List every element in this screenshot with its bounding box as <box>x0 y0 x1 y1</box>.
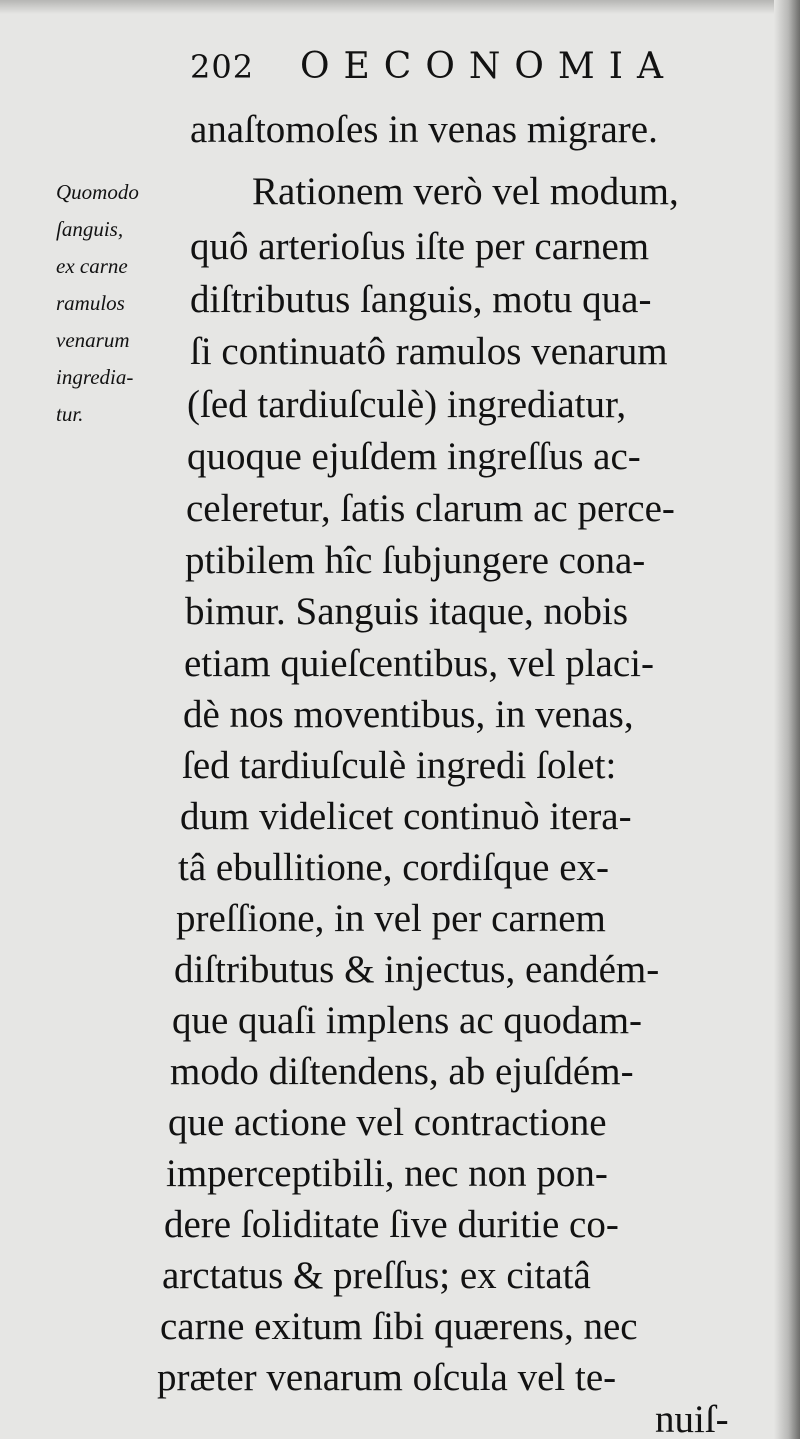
text-line: quô arterioſus iſte per carnem <box>190 225 650 268</box>
page-header <box>190 40 690 100</box>
page-gutter-shadow <box>774 0 800 1439</box>
text-line: quoque ejuſdem ingreſſus ac- <box>187 435 641 478</box>
text-line: dum videlicet continuò itera- <box>180 795 632 838</box>
text-line: preſſione, in vel per carnem <box>176 897 606 940</box>
page-top-shadow <box>0 0 800 14</box>
text-line: arctatus & preſſus; ex citatâ <box>162 1254 591 1297</box>
text-line: ſi continuatô ramulos venarum <box>190 330 668 373</box>
text-line: que quaſi implens ac quodam- <box>172 999 643 1042</box>
text-line: modo diſtendens, ab ejuſdém- <box>170 1050 634 1093</box>
margin-note-line: venarum <box>56 328 130 352</box>
text-line: carne exitum ſibi quærens, nec <box>160 1305 638 1348</box>
text-line: dè nos moventibus, in venas, <box>183 693 634 736</box>
text-line: bimur. Sanguis itaque, nobis <box>185 590 629 633</box>
text-line: (ſed tardiuſculè) ingrediatur, <box>187 383 627 426</box>
text-line: que actione vel contractione <box>168 1101 607 1144</box>
margin-note-line: Quomodo <box>56 180 139 204</box>
margin-note-line: ramulos <box>56 291 125 315</box>
text-line: ptibilem hîc ſubjungere cona- <box>185 539 646 582</box>
text-line: nuiſ- <box>655 1398 729 1439</box>
text-line: ſed tardiuſculè ingredi ſolet: <box>182 744 617 787</box>
text-line: diſtributus & injectus, eandém- <box>174 948 660 991</box>
page-number: 202 <box>190 48 255 86</box>
margin-note-line: ex carne <box>56 254 128 278</box>
text-line: dere ſoliditate ſive duritie co- <box>164 1203 619 1246</box>
text-line: celeretur, ſatis clarum ac perce- <box>186 487 675 530</box>
text-line: tâ ebullitione, cordiſque ex- <box>178 846 610 889</box>
text-line: Rationem verò vel modum, <box>252 170 679 213</box>
text-line: imperceptibili, nec non pon- <box>166 1152 608 1195</box>
running-head: OECONOMIA <box>300 46 677 87</box>
text-line: diſtributus ſanguis, motu qua- <box>190 278 652 321</box>
margin-note-line: ingredia- <box>56 365 134 389</box>
margin-note-line: ſanguis, <box>56 217 124 241</box>
text-line: etiam quieſcentibus, vel placi- <box>184 642 654 685</box>
text-line: anaſtomoſes in venas migrare. <box>190 108 658 151</box>
margin-note-line: tur. <box>56 402 84 426</box>
text-line: præter venarum oſcula vel te- <box>157 1356 617 1399</box>
